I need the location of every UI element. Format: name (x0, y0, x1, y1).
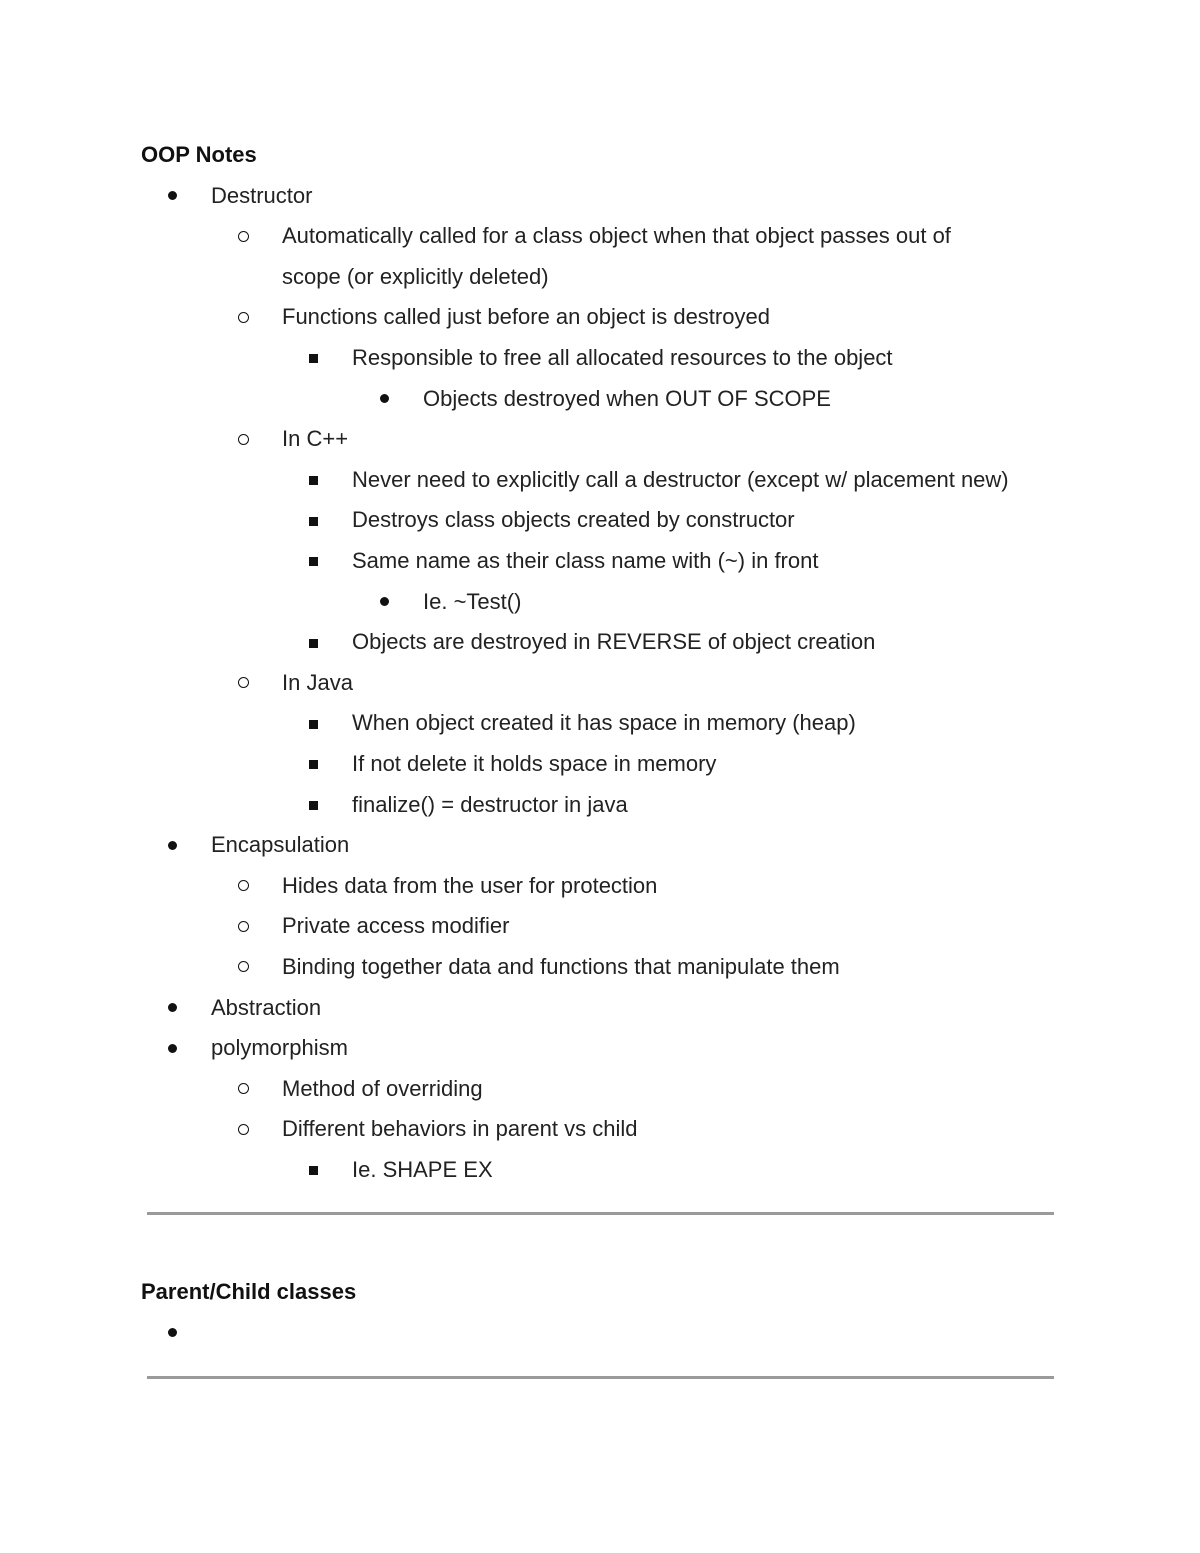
list-item-text: polymorphism (211, 1035, 348, 1061)
circle-bullet-icon (231, 1075, 255, 1103)
list-item-text: finalize() = destructor in java (352, 791, 628, 817)
list-item-text: Binding together data and functions that manipulate them (282, 953, 840, 979)
disc-bullet-icon (160, 1319, 184, 1347)
disc-bullet-icon (160, 994, 184, 1022)
list-item-text: Private access modifier (282, 913, 510, 939)
circle-bullet-icon (231, 669, 255, 697)
list-item-text: Ie. ~Test() (423, 588, 522, 614)
disc-bullet-icon (372, 385, 396, 413)
square-bullet-icon (301, 466, 325, 494)
disc-bullet-icon (160, 1034, 184, 1062)
list-item-text: In C++ (282, 426, 349, 452)
circle-bullet-icon (231, 1115, 255, 1143)
circle-bullet-icon (231, 222, 255, 250)
section-title-parent-child-classes: Parent/Child classes (141, 1279, 357, 1304)
list-item-text: Destructor (211, 182, 313, 208)
list-item-text: Objects destroyed when OUT OF SCOPE (423, 385, 831, 411)
square-bullet-icon (301, 547, 325, 575)
list-item-text: scope (or explicitly deleted) (282, 263, 549, 289)
list-item-text: Same name as their class name with (~) in front (352, 547, 819, 573)
list-item-text: Encapsulation (211, 832, 350, 858)
list-item-text: Ie. SHAPE EX (352, 1156, 493, 1182)
section-title-oop-notes: OOP Notes (141, 142, 257, 167)
list-item-text: Hides data from the user for protection (282, 872, 658, 898)
list-item-text: Responsible to free all allocated resources to the object (352, 344, 893, 370)
list-item-text: Abstraction (211, 994, 322, 1020)
disc-bullet-icon (160, 182, 184, 210)
list-item-text: Never need to explicitly call a destructor (except w/ placement new) (352, 466, 1009, 492)
list-item-text: If not delete it holds space in memory (352, 750, 717, 776)
disc-bullet-icon (160, 831, 184, 859)
list-item-text: Destroys class objects created by constructor (352, 507, 795, 533)
circle-bullet-icon (231, 872, 255, 900)
square-bullet-icon (301, 750, 325, 778)
circle-bullet-icon (231, 425, 255, 453)
list-item-text: Different behaviors in parent vs child (282, 1116, 638, 1142)
square-bullet-icon (301, 628, 325, 656)
square-bullet-icon (301, 344, 325, 372)
square-bullet-icon (301, 1156, 325, 1184)
square-bullet-icon (301, 506, 325, 534)
list-item-text: Method of overriding (282, 1075, 483, 1101)
disc-bullet-icon (372, 588, 396, 616)
circle-bullet-icon (231, 953, 255, 981)
horizontal-divider (147, 1212, 1054, 1215)
square-bullet-icon (301, 791, 325, 819)
horizontal-divider (147, 1376, 1054, 1379)
list-item-text: Functions called just before an object is destroyed (282, 304, 770, 330)
list-item-text: Objects are destroyed in REVERSE of object creation (352, 629, 876, 655)
list-item-text: In Java (282, 669, 353, 695)
circle-bullet-icon (231, 912, 255, 940)
list-item-text: When object created it has space in memory (heap) (352, 710, 856, 736)
square-bullet-icon (301, 709, 325, 737)
circle-bullet-icon (231, 303, 255, 331)
list-item-text: Automatically called for a class object when that object passes out of (282, 223, 951, 249)
